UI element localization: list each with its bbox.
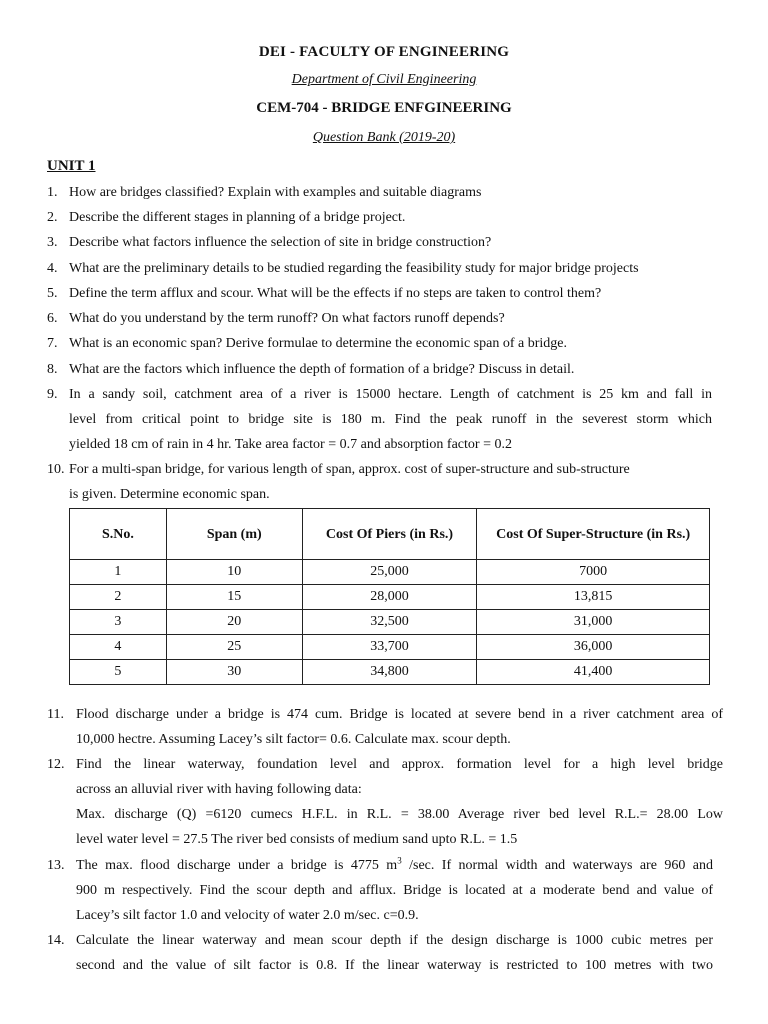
question-13 bbox=[47, 853, 713, 931]
question-number: 11. bbox=[47, 707, 64, 722]
question-line: 10,000 hectre. Assuming Lacey’s silt factor= 0.6. Calculate max. scour depth. bbox=[76, 732, 511, 747]
column-header: S.No. bbox=[70, 509, 167, 560]
question-text: The max. flood discharge under a bridge is 4775 m bbox=[76, 858, 398, 873]
question-14 bbox=[47, 928, 713, 980]
question-line: across an alluvial river with having following data: bbox=[76, 782, 362, 797]
table-row bbox=[70, 635, 710, 660]
question-line bbox=[76, 853, 713, 878]
column-header: Cost Of Super-Structure (in Rs.) bbox=[477, 509, 710, 560]
question-line: 900 m respectively. Find the scour depth and afflux. Bridge is located at a moderate bend and value of bbox=[76, 883, 713, 898]
question-number: 7. bbox=[47, 336, 58, 351]
question-12 bbox=[47, 752, 723, 854]
question-number: 9. bbox=[47, 387, 58, 402]
question-line: Lacey’s silt factor 1.0 and velocity of water 2.0 m/sec. c=0.9. bbox=[76, 908, 419, 923]
table-cell: 5 bbox=[70, 660, 167, 685]
question-line: yielded 18 cm of rain in 4 hr. Take area factor = 0.7 and absorption factor = 0.2 bbox=[69, 437, 512, 452]
span-cost-table bbox=[69, 508, 710, 685]
question-text: Define the term afflux and scour. What will be the effects if no steps are taken to control them? bbox=[69, 286, 602, 301]
table-cell: 32,500 bbox=[302, 610, 477, 635]
table-cell: 15 bbox=[166, 585, 302, 610]
table-cell: 10 bbox=[166, 560, 302, 585]
table-row bbox=[70, 560, 710, 585]
course-title: CEM-704 - BRIDGE ENFGINEERING bbox=[256, 100, 512, 116]
table-cell: 25,000 bbox=[302, 560, 477, 585]
table-cell: 13,815 bbox=[477, 585, 710, 610]
question-number: 12. bbox=[47, 757, 65, 772]
table-cell: 30 bbox=[166, 660, 302, 685]
question-number: 1. bbox=[47, 185, 58, 200]
question-text: How are bridges classified? Explain with examples and suitable diagrams bbox=[69, 185, 482, 200]
table-cell: 7000 bbox=[477, 560, 710, 585]
question-line: Max. discharge (Q) =6120 cumecs H.F.L. in R.L. = 38.00 Average river bed level R.L.= 28.00 Low bbox=[76, 807, 723, 822]
question-line: level from critical point to bridge site is 180 m. Find the peak runoff in the severest storm which bbox=[69, 412, 712, 427]
question-line: In a sandy soil, catchment area of a river is 15000 hectare. Length of catchment is 25 km and fall in bbox=[69, 387, 712, 402]
question-number: 4. bbox=[47, 261, 58, 276]
question-line: Find the linear waterway, foundation level and approx. formation level for a high level bridge bbox=[76, 757, 723, 772]
table-row bbox=[70, 610, 710, 635]
table-cell: 28,000 bbox=[302, 585, 477, 610]
question-line: Flood discharge under a bridge is 474 cum. Bridge is located at severe bend in a river catchment area of bbox=[76, 707, 723, 722]
question-line: Calculate the linear waterway and mean scour depth if the design discharge is 1000 cubic metres per bbox=[76, 933, 713, 948]
question-text: What are the preliminary details to be studied regarding the feasibility study for major bridge projects bbox=[69, 261, 639, 276]
table-cell: 4 bbox=[70, 635, 167, 660]
question-line: level water level = 27.5 The river bed consists of medium sand upto R.L. = 1.5 bbox=[76, 832, 518, 847]
question-text: What is an economic span? Derive formulae to determine the economic span of a bridge. bbox=[69, 336, 567, 351]
question-text: Describe what factors influence the selection of site in bridge construction? bbox=[69, 235, 492, 250]
institute-heading: DEI - FACULTY OF ENGINEERING bbox=[258, 44, 510, 60]
superscript: 3 bbox=[397, 855, 402, 866]
question-line: second and the value of silt factor is 0.8. If the linear waterway is restricted to 100 metres with two bbox=[76, 958, 713, 973]
table-cell: 3 bbox=[70, 610, 167, 635]
table-cell: 2 bbox=[70, 585, 167, 610]
column-header: Cost Of Piers (in Rs.) bbox=[302, 509, 477, 560]
unit-heading: UNIT 1 bbox=[47, 158, 96, 174]
question-number: 13. bbox=[47, 858, 65, 873]
question-text: /sec. If normal width and waterways are 960 and bbox=[401, 858, 713, 873]
question-text: What are the factors which influence the depth of formation of a bridge? Discuss in detail. bbox=[69, 362, 575, 377]
table-cell: 36,000 bbox=[477, 635, 710, 660]
table-cell: 41,400 bbox=[477, 660, 710, 685]
table-cell: 34,800 bbox=[302, 660, 477, 685]
question-number: 6. bbox=[47, 311, 58, 326]
question-number: 2. bbox=[47, 210, 58, 225]
question-text: Describe the different stages in planning of a bridge project. bbox=[69, 210, 406, 225]
table-cell: 33,700 bbox=[302, 635, 477, 660]
question-11 bbox=[47, 702, 723, 754]
question-bank-subtitle: Question Bank (2019-20) bbox=[312, 130, 456, 145]
department-heading: Department of Civil Engineering bbox=[291, 72, 477, 87]
question-number: 14. bbox=[47, 933, 65, 948]
question-line: is given. Determine economic span. bbox=[69, 487, 270, 502]
column-header: Span (m) bbox=[166, 509, 302, 560]
question-text: What do you understand by the term runoff? On what factors runoff depends? bbox=[69, 311, 505, 326]
table-cell: 1 bbox=[70, 560, 167, 585]
question-number: 3. bbox=[47, 235, 58, 250]
table-cell: 31,000 bbox=[477, 610, 710, 635]
table-cell: 25 bbox=[166, 635, 302, 660]
question-number: 8. bbox=[47, 362, 58, 377]
question-number: 5. bbox=[47, 286, 58, 301]
table-row bbox=[70, 660, 710, 685]
table-row bbox=[70, 585, 710, 610]
question-line: For a multi-span bridge, for various length of span, approx. cost of super-structure and sub-structure bbox=[69, 462, 630, 477]
question-number: 10. bbox=[47, 462, 65, 477]
table-header-row bbox=[70, 509, 710, 560]
question-9 bbox=[47, 382, 712, 462]
question-10 bbox=[47, 457, 712, 509]
table-cell: 20 bbox=[166, 610, 302, 635]
